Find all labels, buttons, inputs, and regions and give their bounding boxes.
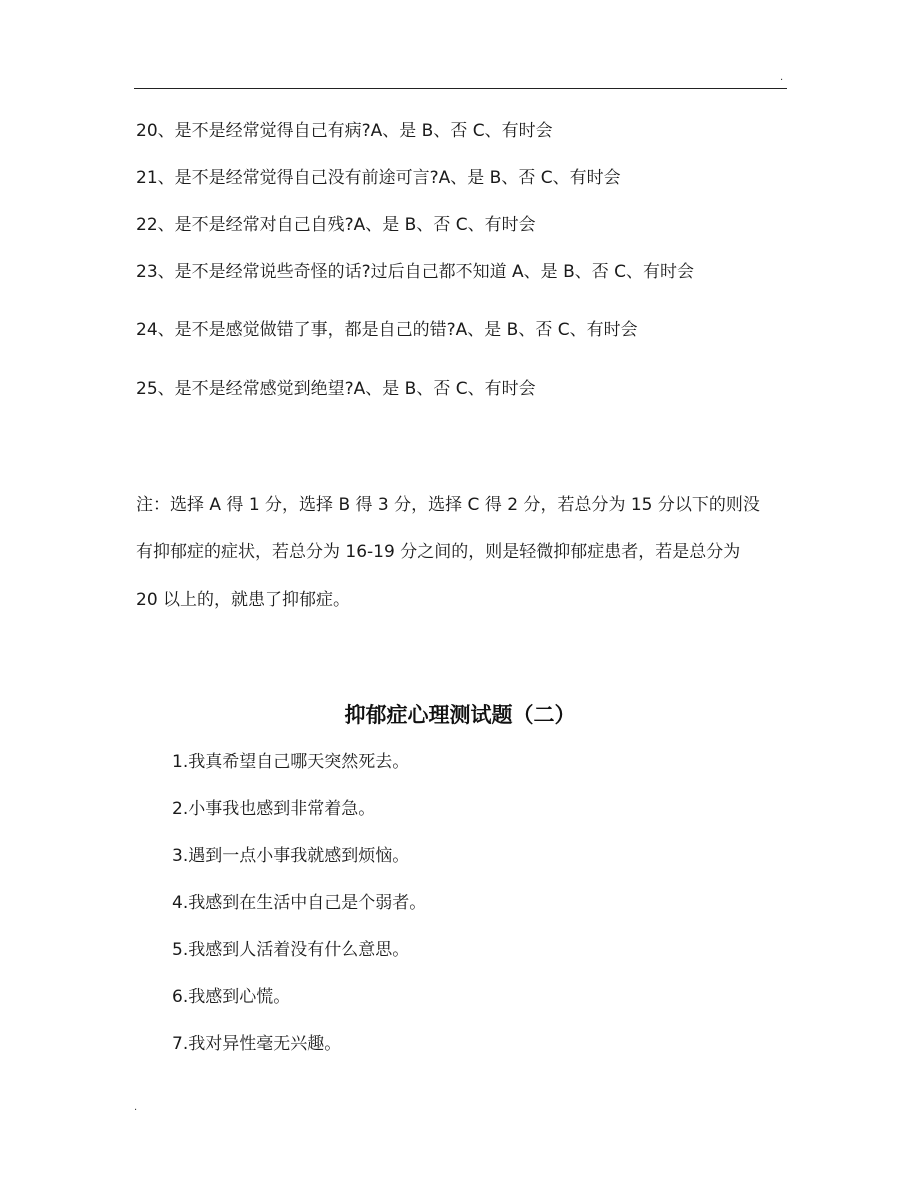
question-25: 25、是不是经常感觉到绝望?A、是 B、否 C、有时会 [136, 379, 536, 399]
scoring-note-line-3: 20 以上的，就患了抑郁症。 [136, 590, 351, 610]
test-item-3: 3.遇到一点小事我就感到烦恼。 [172, 846, 410, 866]
header-rule [134, 88, 787, 89]
test-item-7: 7.我对异性毫无兴趣。 [172, 1034, 342, 1054]
question-24: 24、是不是感觉做错了事，都是自己的错?A、是 B、否 C、有时会 [136, 320, 638, 340]
test-item-1: 1.我真希望自己哪天突然死去。 [172, 752, 410, 772]
question-22: 22、是不是经常对自己自残?A、是 B、否 C、有时会 [136, 215, 536, 235]
section-title: 抑郁症心理测试题（二） [344, 703, 576, 727]
test-item-6: 6.我感到心慌。 [172, 987, 291, 1007]
footer-dot: . [134, 1102, 138, 1113]
test-item-2: 2.小事我也感到非常着急。 [172, 799, 376, 819]
scoring-note-line-1: 注：选择 A 得 1 分，选择 B 得 3 分，选择 C 得 2 分，若总分为 15 分以下的则没 [136, 495, 760, 515]
test-item-4: 4.我感到在生活中自己是个弱者。 [172, 893, 427, 913]
header-dot: . [780, 72, 784, 83]
question-21: 21、是不是经常觉得自己没有前途可言?A、是 B、否 C、有时会 [136, 168, 621, 188]
test-item-5: 5.我感到人活着没有什么意思。 [172, 940, 410, 960]
scoring-note-line-2: 有抑郁症的症状，若总分为 16-19 分之间的，则是轻微抑郁症患者，若是总分为 [136, 542, 741, 562]
question-23: 23、是不是经常说些奇怪的话?过后自己都不知道 A、是 B、否 C、有时会 [136, 262, 695, 282]
question-20: 20、是不是经常觉得自己有病?A、是 B、否 C、有时会 [136, 121, 553, 141]
